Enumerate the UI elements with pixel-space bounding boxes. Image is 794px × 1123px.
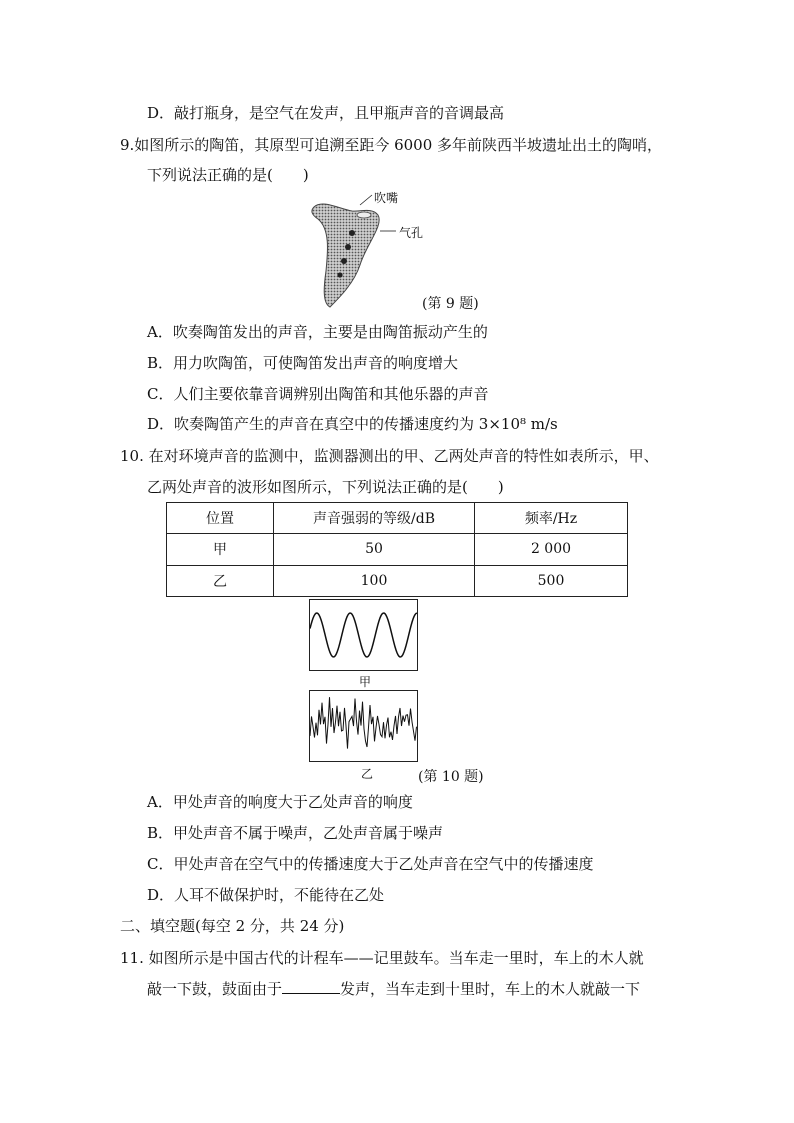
- q11-line2: [147, 979, 640, 999]
- waveform-b-label: 乙: [361, 767, 374, 781]
- q10-option-a: A．甲处声音的响度大于乙处声音的响度: [147, 793, 413, 811]
- q9-option-c: C．人们主要依靠音调辨别出陶笛和其他乐器的声音: [147, 385, 489, 403]
- table-row: [167, 565, 628, 596]
- q9-option-b: B．用力吹陶笛，可使陶笛发出声音的响度增大: [147, 354, 459, 372]
- q9-option-d: D．吹奏陶笛产生的声音在真空中的传播速度约为 3×10⁸ m/s: [147, 415, 558, 433]
- table-cell: 2 000: [475, 534, 628, 565]
- answer-blank[interactable]: [282, 979, 340, 994]
- table-row: [167, 534, 628, 565]
- q10-option-c: C．甲处声音在空气中的传播速度大于乙处声音在空气中的传播速度: [147, 855, 594, 873]
- table-header-row: [167, 503, 628, 534]
- q9-option-a: A．吹奏陶笛发出的声音，主要是由陶笛振动产生的: [147, 323, 488, 341]
- table-header-cell: 声音强弱的等级/dB: [274, 503, 475, 534]
- ocarina-figure: [300, 185, 440, 315]
- table-cell: 甲: [167, 534, 274, 565]
- q9-figure-caption: (第 9 题): [422, 296, 479, 312]
- waveform-b-box: [309, 690, 418, 762]
- table-cell: 乙: [167, 565, 274, 596]
- table-header-cell: 频率/Hz: [475, 503, 628, 534]
- table-cell: 500: [475, 565, 628, 596]
- q9-stem-line1: 9.如图所示的陶笛，其原型可追溯至距今 6000 多年前陕西半坡遗址出土的陶哨，: [120, 136, 663, 154]
- q11-line2-part-b: 发声，当车走到十里时，车上的木人就敲一下: [340, 980, 641, 998]
- waveform-a-label: 甲: [359, 675, 372, 689]
- label-mouthpiece: 吹嘴: [374, 191, 399, 205]
- waveform-a-sine: [310, 600, 417, 670]
- q10-option-b: B．甲处声音不属于噪声，乙处声音属于噪声: [147, 824, 444, 842]
- waveform-b-noise: [310, 691, 417, 761]
- section-2-title: 二、填空题(每空 2 分，共 24 分): [120, 917, 345, 935]
- q9-stem-line2: 下列说法正确的是( ): [147, 166, 309, 184]
- q10-stem-line2: 乙两处声音的波形如图所示，下列说法正确的是( ): [147, 478, 504, 496]
- q10-figure-caption: (第 10 题): [418, 769, 484, 785]
- table-cell: 100: [274, 565, 475, 596]
- table-cell: 50: [274, 534, 475, 565]
- q10-option-d: D．人耳不做保护时，不能待在乙处: [147, 886, 385, 904]
- table-header-cell: 位置: [167, 503, 274, 534]
- waveform-a-box: [309, 599, 418, 671]
- label-air-hole: 气孔: [399, 226, 424, 240]
- q11-line2-part-a: 敲一下鼓，鼓面由于: [147, 980, 283, 998]
- q8-option-d: D．敲打瓶身，是空气在发声，且甲瓶声音的音调最高: [147, 104, 505, 122]
- q10-stem-line1: 10. 在对环境声音的监测中，监测器测出的甲、乙两处声音的特性如表所示，甲、: [120, 447, 659, 465]
- sound-data-table: [166, 502, 628, 597]
- q11-line1: 11. 如图所示是中国古代的计程车——记里鼓车。当车走一里时，车上的木人就: [120, 949, 644, 967]
